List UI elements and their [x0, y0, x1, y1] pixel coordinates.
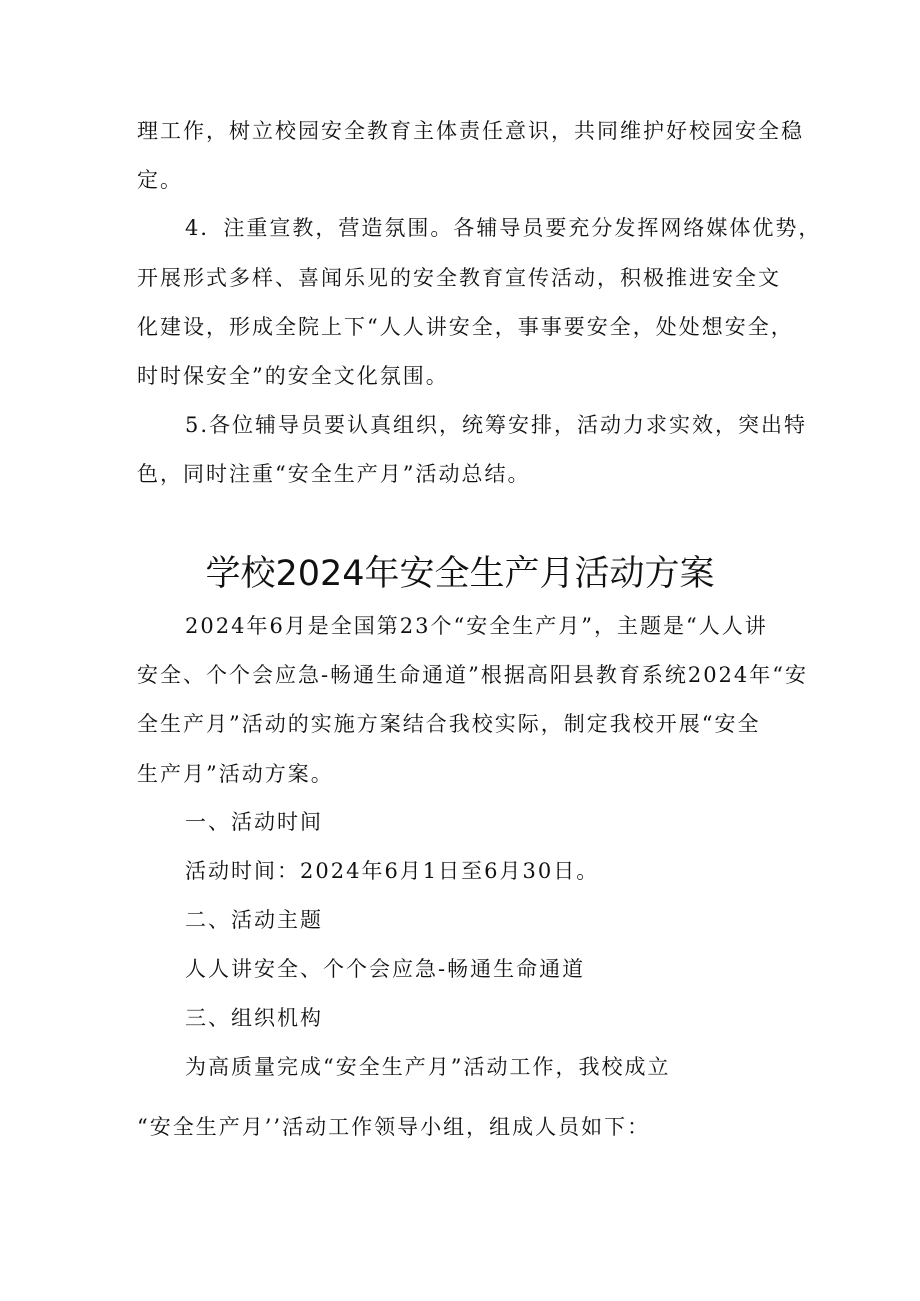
paragraph-line: 时时保安全”的安全文化氛围。 — [137, 364, 449, 388]
section-heading: 一、活动时间 — [185, 810, 323, 834]
section-heading: 三、组织机构 — [185, 1006, 323, 1030]
paragraph-line: 理工作，树立校园安全教育主体责任意识，共同维护好校园安全稳 — [137, 119, 804, 143]
section-body: “安全生产月’’活动工作领导小组，组成人员如下： — [137, 1115, 651, 1139]
paragraph-line: 2024年6月是全国第23个“安全生产月”，主题是“人人讲 — [185, 614, 768, 638]
section-body: 活动时间：2024年6月1日至6月30日。 — [185, 859, 600, 883]
paragraph-line: 5.各位辅导员要认真组织，统筹安排，活动力求实效，突出特 — [185, 413, 808, 437]
paragraph-line: 色，同时注重“安全生产月”活动总结。 — [137, 462, 531, 486]
paragraph-line: 全生产月”活动的实施方案结合我校实际，制定我校开展“安全 — [137, 712, 761, 736]
section-body: 为高质量完成“安全生产月”活动工作，我校成立 — [185, 1055, 671, 1079]
paragraph-line: 安全、个个会应急-畅通生命通道”根据高阳县教育系统2024年“安 — [137, 663, 809, 687]
paragraph-line: 化建设，形成全院上下“人人讲安全，事事要安全，处处想安全， — [137, 315, 794, 339]
paragraph-line: 定。 — [137, 168, 183, 192]
document-title: 学校2024年安全生产月活动方案 — [205, 554, 715, 594]
section-body: 人人讲安全、个个会应急-畅通生命通道 — [185, 957, 586, 981]
paragraph-line: 4．注重宣教，营造氛围。各辅导员要充分发挥网络媒体优势， — [185, 216, 822, 240]
section-heading: 二、活动主题 — [185, 908, 323, 932]
paragraph-line: 生产月”活动方案。 — [137, 762, 334, 786]
paragraph-line: 开展形式多样、喜闻乐见的安全教育宣传活动，积极推进安全文 — [137, 266, 781, 290]
